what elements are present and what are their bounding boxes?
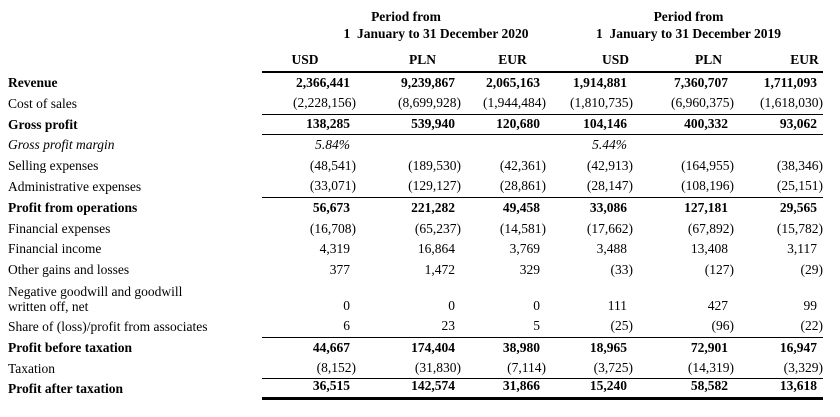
- period-from-label: Period from: [371, 9, 441, 24]
- row-values: [262, 73, 823, 94]
- currency-column-header: [356, 48, 461, 71]
- currency-label: USD: [291, 52, 319, 67]
- table-row: [0, 317, 823, 338]
- value-text: (65,237): [414, 220, 461, 236]
- cell-value: [356, 260, 461, 281]
- cell-value: [461, 156, 546, 177]
- value-text: (33): [610, 262, 633, 278]
- value-text: 56,673: [312, 199, 350, 215]
- currency-column-header: [633, 48, 734, 71]
- value-text: 3,117: [787, 241, 817, 257]
- value-text: 1,711,093: [763, 75, 817, 90]
- row-values: [262, 316, 823, 338]
- value-text: 33,086: [589, 199, 627, 215]
- value-text: 120,680: [496, 115, 540, 131]
- row-label: Negative goodwill and goodwill written off, net: [8, 283, 183, 315]
- cell-value: [734, 114, 823, 135]
- cell-value: [262, 114, 356, 135]
- cell-value: [546, 176, 633, 197]
- cell-value: [546, 73, 633, 94]
- period-headers: [262, 8, 823, 42]
- cell-value: [356, 239, 461, 260]
- cell-value: [262, 176, 356, 197]
- cell-value: [633, 93, 734, 114]
- value-text: 2,366,441: [296, 75, 350, 90]
- cell-value: [461, 358, 546, 379]
- table-row: [0, 281, 823, 317]
- cell-value: [734, 156, 823, 177]
- currency-label: EUR: [498, 52, 527, 67]
- row-label: Cost of sales: [8, 95, 77, 111]
- value-text: 0: [448, 298, 455, 314]
- value-text: (96): [711, 317, 734, 333]
- value-text: 13,408: [690, 241, 728, 257]
- value-text: (164,955): [681, 158, 734, 174]
- row-values: [262, 176, 823, 198]
- period-range-label: 1 January to 31 December 2019: [596, 26, 781, 41]
- cell-value: [461, 260, 546, 281]
- currency-header-row: [262, 48, 823, 73]
- cell-value: [633, 219, 734, 240]
- cell-value: [356, 156, 461, 177]
- value-text: (42,361): [499, 158, 546, 174]
- cell-value: [356, 316, 461, 337]
- cell-value: [633, 338, 734, 359]
- cell-value: [546, 316, 633, 337]
- value-text: 7,360,707: [674, 75, 728, 90]
- value-text: (42,913): [586, 158, 633, 174]
- cell-value: [461, 219, 546, 240]
- value-text: 127,181: [684, 199, 728, 215]
- cell-value: [734, 358, 823, 379]
- value-text: 44,667: [312, 339, 350, 355]
- cell-value: [262, 376, 356, 397]
- cell-value: [356, 73, 461, 94]
- cell-value: [734, 239, 823, 260]
- value-text: (1,944,484): [483, 94, 546, 110]
- cell-value: [546, 93, 633, 114]
- value-text: (3,725): [593, 359, 633, 375]
- value-text: (25,151): [776, 177, 823, 193]
- row-label: Profit after taxation: [8, 381, 123, 397]
- cell-value: [734, 376, 823, 397]
- value-text: 539,940: [411, 115, 455, 131]
- value-text: (14,581): [499, 220, 546, 236]
- row-label: Share of (loss)/profit from associates: [8, 318, 208, 334]
- cell-value: [262, 260, 356, 281]
- currency-label: PLN: [409, 52, 436, 67]
- value-text: 5: [533, 317, 540, 333]
- cell-value: [633, 73, 734, 94]
- value-text: 18,965: [589, 339, 627, 355]
- table-row: [0, 94, 823, 115]
- cell-value: [262, 198, 356, 219]
- cell-value: [461, 316, 546, 337]
- cell-value: [461, 73, 546, 94]
- value-text: 1,914,881: [573, 75, 627, 90]
- currency-label: USD: [601, 52, 629, 67]
- value-text: (6,960,375): [671, 94, 734, 110]
- cell-value: [546, 376, 633, 397]
- table-header: [0, 8, 840, 73]
- table-row: [0, 379, 823, 400]
- value-text: 1,472: [424, 262, 455, 278]
- row-values: [262, 156, 823, 177]
- period-header-2019: [546, 8, 823, 42]
- row-label: Administrative expenses: [8, 178, 142, 194]
- value-text: 174,404: [411, 339, 455, 355]
- value-text: 138,285: [306, 115, 350, 131]
- cell-value: [734, 296, 823, 317]
- value-text: 6: [343, 317, 350, 333]
- value-text: 36,515: [312, 378, 350, 394]
- currency-label: EUR: [790, 52, 819, 67]
- value-text: (1,810,735): [570, 94, 633, 110]
- value-text: 16,947: [779, 339, 817, 355]
- cell-value: [356, 93, 461, 114]
- value-text: (1,618,030): [760, 94, 823, 110]
- cell-value: [262, 358, 356, 379]
- cell-value: [262, 296, 356, 317]
- cell-value: [546, 198, 633, 219]
- value-text: (28,861): [499, 177, 546, 193]
- row-values: [262, 260, 823, 281]
- cell-value: [546, 135, 633, 156]
- value-text: 4,319: [319, 241, 350, 257]
- value-text: (129,127): [408, 177, 461, 193]
- table-row: [0, 260, 823, 281]
- value-text: 38,980: [502, 339, 540, 355]
- table-row: [0, 338, 823, 359]
- cell-value: [633, 239, 734, 260]
- value-text: 9,239,867: [401, 75, 455, 90]
- value-text: (25): [610, 317, 633, 333]
- value-text: 400,332: [684, 115, 728, 131]
- cell-value: [734, 219, 823, 240]
- cell-value: [546, 358, 633, 379]
- value-text: 3,769: [509, 241, 540, 257]
- cell-value: [356, 198, 461, 219]
- value-text: (15,782): [776, 220, 823, 236]
- value-text: (3,329): [783, 359, 823, 375]
- cell-value: [546, 114, 633, 135]
- cell-value: [633, 176, 734, 197]
- cell-value: [546, 296, 633, 317]
- table-row: [0, 156, 823, 177]
- cell-value: [546, 219, 633, 240]
- table-body: [0, 73, 823, 400]
- value-text: (67,892): [687, 220, 734, 236]
- row-label: Profit from operations: [8, 199, 138, 215]
- value-text: 111: [607, 298, 627, 314]
- table-row: [0, 73, 823, 94]
- cell-value: [546, 260, 633, 281]
- row-values: [262, 114, 823, 136]
- value-text: (31,830): [414, 359, 461, 375]
- value-text: (48,541): [309, 158, 356, 174]
- cell-value: [734, 316, 823, 337]
- cell-value: [356, 219, 461, 240]
- value-text: (17,662): [586, 220, 633, 236]
- cell-value: [461, 376, 546, 397]
- cell-value: [461, 114, 546, 135]
- value-text: (22): [800, 317, 823, 333]
- row-values: [262, 296, 823, 317]
- row-values: [262, 135, 823, 156]
- row-label: Gross profit margin: [8, 137, 115, 153]
- value-text: 377: [329, 262, 350, 278]
- row-values: [262, 198, 823, 219]
- cell-value: [356, 358, 461, 379]
- currency-column-header: [461, 48, 546, 71]
- row-label: Revenue: [8, 75, 58, 90]
- value-text: (8,699,928): [398, 94, 461, 110]
- cell-value: [262, 239, 356, 260]
- cell-value: [356, 296, 461, 317]
- value-text: 5.84%: [315, 137, 350, 153]
- cell-value: [356, 376, 461, 397]
- table-row: [0, 239, 823, 260]
- cell-value: [461, 93, 546, 114]
- table-row: [0, 177, 823, 198]
- value-text: (189,530): [408, 158, 461, 174]
- value-text: 221,282: [411, 199, 455, 215]
- row-values: [262, 93, 823, 115]
- row-values: [262, 338, 823, 359]
- value-text: 31,866: [502, 378, 540, 394]
- value-text: (127): [704, 262, 734, 278]
- cell-value: [633, 316, 734, 337]
- value-text: 3,488: [596, 241, 627, 257]
- value-text: (108,196): [681, 177, 734, 193]
- table-row: [0, 115, 823, 136]
- cell-value: [734, 93, 823, 114]
- cell-value: [633, 376, 734, 397]
- value-text: (8,152): [316, 359, 356, 375]
- cell-value: [262, 73, 356, 94]
- value-text: (14,319): [687, 359, 734, 375]
- value-text: 5.44%: [592, 137, 627, 153]
- period-from-label: Period from: [653, 9, 724, 24]
- table-row: [0, 219, 823, 240]
- cell-value: [633, 260, 734, 281]
- value-text: 29,565: [779, 199, 817, 215]
- value-text: 58,582: [690, 378, 728, 394]
- cell-value: [262, 219, 356, 240]
- cell-value: [262, 93, 356, 114]
- value-text: 142,574: [411, 378, 455, 394]
- value-text: (29): [800, 262, 823, 278]
- row-values: [262, 239, 823, 260]
- value-text: 427: [707, 298, 728, 314]
- cell-value: [546, 338, 633, 359]
- cell-value: [633, 198, 734, 219]
- cell-value: [633, 156, 734, 177]
- value-text: (7,114): [507, 359, 546, 375]
- value-text: 13,618: [779, 378, 817, 394]
- period-header-2020: [262, 8, 546, 42]
- cell-value: [262, 156, 356, 177]
- row-label: Other gains and losses: [8, 262, 130, 278]
- cell-value: [262, 316, 356, 337]
- table-row: [0, 135, 823, 156]
- value-text: 23: [441, 317, 455, 333]
- row-values: [262, 219, 823, 240]
- cell-value: [461, 239, 546, 260]
- value-text: 99: [803, 298, 817, 314]
- cell-value: [633, 114, 734, 135]
- row-label: Profit before taxation: [8, 339, 132, 355]
- row-label: Financial expenses: [8, 220, 111, 236]
- cell-value: [734, 198, 823, 219]
- cell-value: [262, 135, 356, 156]
- value-text: 2,065,163: [486, 75, 540, 90]
- value-text: 15,240: [589, 378, 627, 394]
- cell-value: [356, 114, 461, 135]
- value-text: (2,228,156): [293, 94, 356, 110]
- cell-value: [734, 73, 823, 94]
- value-text: 329: [519, 262, 540, 278]
- cell-value: [734, 176, 823, 197]
- row-label: Taxation: [8, 360, 56, 376]
- value-text: 0: [343, 298, 350, 314]
- cell-value: [461, 176, 546, 197]
- currency-column-header: [262, 48, 356, 71]
- row-label: Selling expenses: [8, 158, 99, 174]
- cell-value: [461, 338, 546, 359]
- cell-value: [546, 239, 633, 260]
- cell-value: [262, 338, 356, 359]
- cell-value: [734, 260, 823, 281]
- cell-value: [461, 198, 546, 219]
- value-text: 0: [533, 298, 540, 314]
- value-text: 104,146: [583, 115, 627, 131]
- cell-value: [633, 296, 734, 317]
- value-text: (16,708): [309, 220, 356, 236]
- row-label: Gross profit: [8, 116, 78, 132]
- value-text: 93,062: [779, 115, 817, 131]
- value-text: 16,864: [417, 241, 455, 257]
- value-text: (38,346): [776, 158, 823, 174]
- currency-column-header: [734, 48, 823, 71]
- cell-value: [356, 338, 461, 359]
- currency-column-header: [546, 48, 633, 71]
- cell-value: [356, 176, 461, 197]
- period-range-label: 1 January to 31 December 2020: [343, 26, 529, 41]
- row-values: [262, 376, 823, 400]
- value-text: 49,458: [502, 199, 540, 215]
- cell-value: [633, 358, 734, 379]
- table-row: [0, 198, 823, 219]
- cell-value: [734, 338, 823, 359]
- cell-value: [461, 296, 546, 317]
- currency-label: PLN: [695, 52, 722, 67]
- value-text: (33,071): [309, 177, 356, 193]
- cell-value: [546, 156, 633, 177]
- row-label: Financial income: [8, 241, 102, 257]
- value-text: (28,147): [586, 177, 633, 193]
- value-text: 72,901: [690, 339, 728, 355]
